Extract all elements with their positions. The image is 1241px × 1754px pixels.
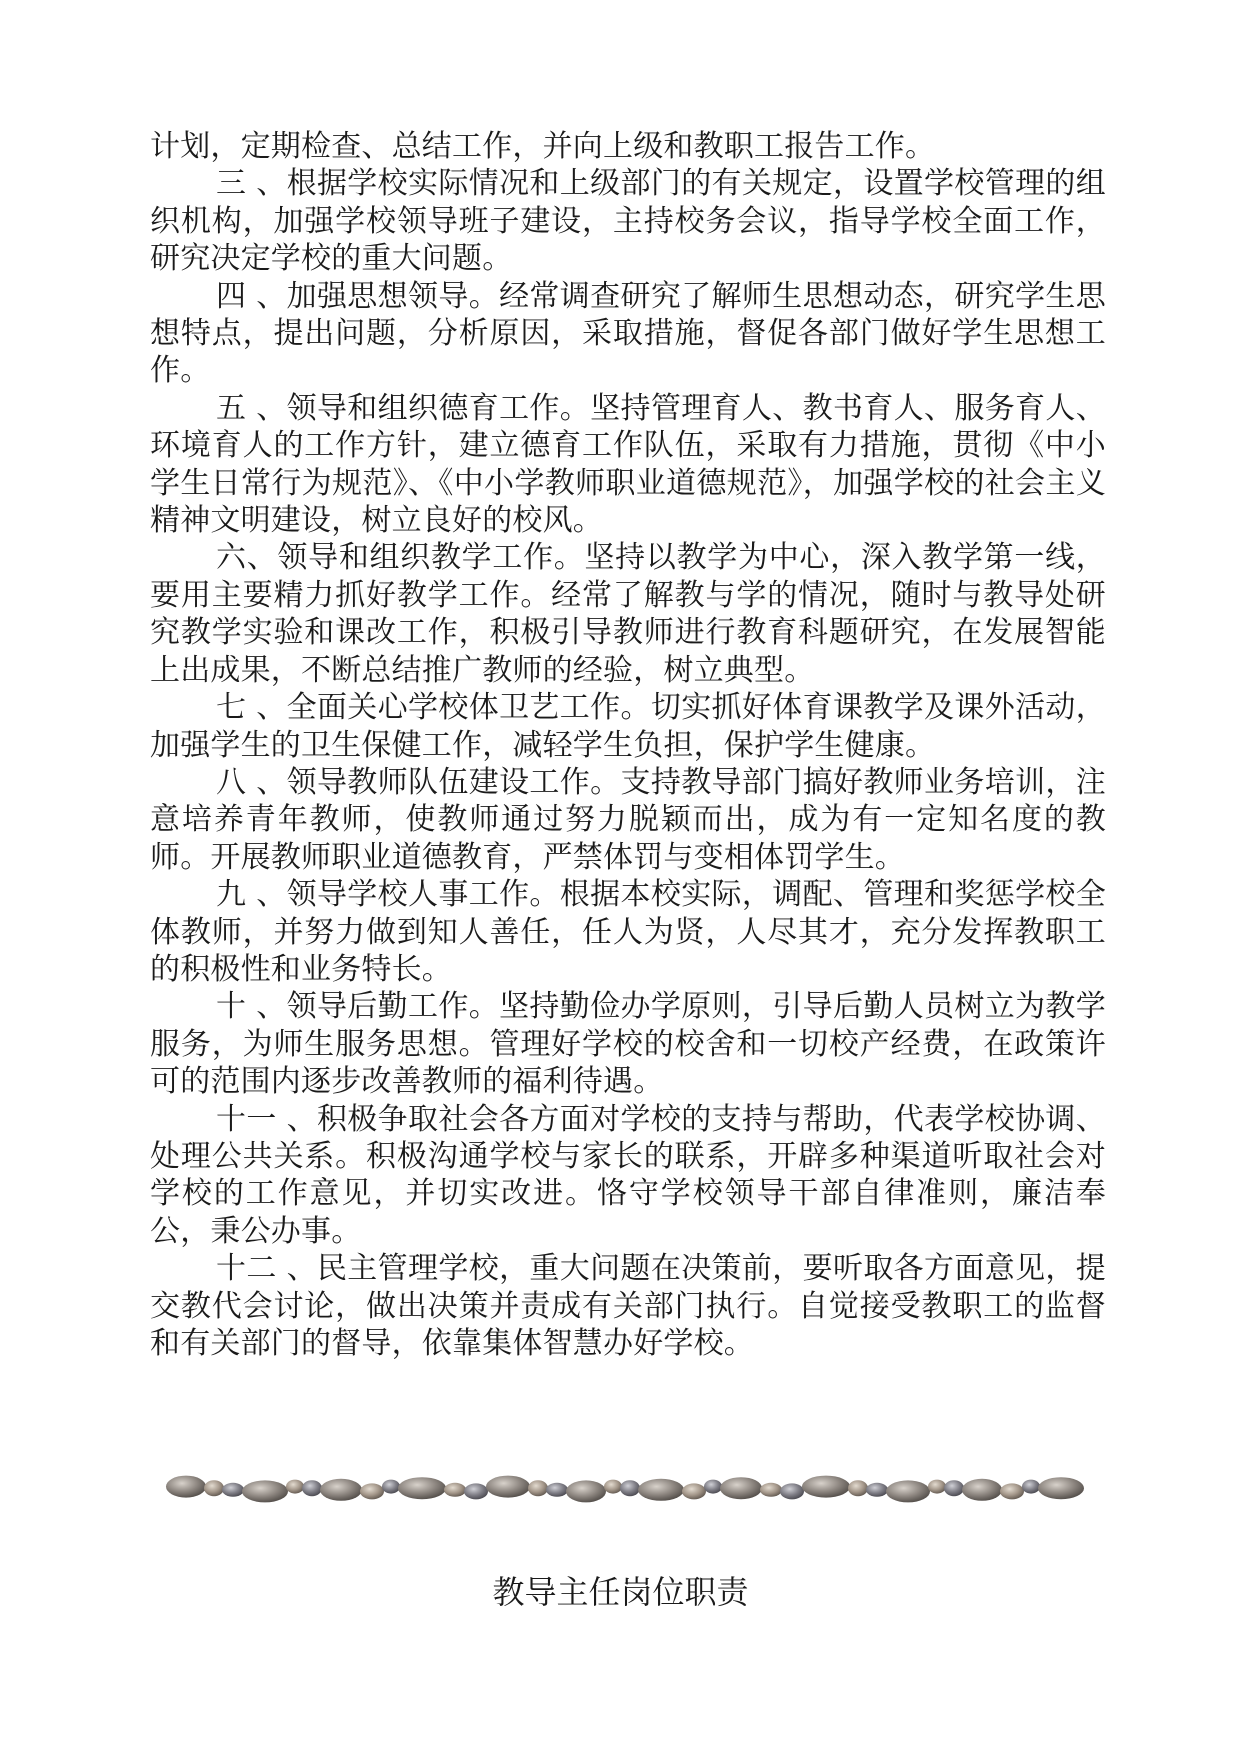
document-body: [150, 128, 1106, 1362]
pebble-icon: [286, 1480, 304, 1494]
paragraph-item-10: 十 、领导后勤工作。坚持勤俭办学原则，引导后勤人员树立为教学服务，为师生服务思想。管理好学校的校舍和一切校产经费，在政策许可的范围内逐步改善教师的福利待遇。: [150, 989, 1106, 1100]
pebble-icon: [962, 1479, 1002, 1501]
paragraph-item-6: 六、领导和组织教学工作。坚持以教学为中心，深入教学第一线，要用主要精力抓好教学工作。经常了解教与学的情况，随时与教导处研究教学实验和课改工作，积极引导教师进行教育科题研究，在发展智能上出成果，不断总结推广教师的经验，树立典型。: [150, 540, 1106, 688]
pebble-icon: [928, 1480, 946, 1494]
pebble-icon: [382, 1480, 400, 1494]
paragraph-item-5: 五 、领导和组织德育工作。坚持管理育人、教书育人、服务育人、环境育人的工作方针，建立德育工作队伍，采取有力措施，贯彻《中小学生日常行为规范》、《中小学教师职业道德规范》，加强学校的社会主义精神文明建设，树立良好的校风。: [150, 390, 1106, 539]
pebble-icon: [1000, 1483, 1024, 1499]
pebble-icon: [486, 1476, 530, 1498]
pebble-icon: [242, 1480, 288, 1502]
pebble-icon: [360, 1483, 384, 1499]
pebble-icon: [222, 1483, 244, 1497]
pebble-icon: [528, 1480, 548, 1496]
paragraph-continuation: 计划，定期检查、总结工作，并向上级和教职工报告工作。: [150, 129, 936, 164]
pebble-icon: [802, 1476, 850, 1498]
pebble-icon: [848, 1480, 868, 1496]
paragraph-item-3: 三 、根据学校实际情况和上级部门的有关规定，设置学校管理的组织机构，加强学校领导班子建设，主持校务会议，指导学校全面工作，研究决定学校的重大问题。: [150, 166, 1106, 277]
pebble-icon: [464, 1483, 488, 1499]
pebble-icon: [546, 1483, 568, 1497]
pebble-divider-icon: [160, 1466, 1090, 1512]
pebble-icon: [398, 1477, 446, 1499]
pebble-icon: [944, 1480, 964, 1496]
pebble-icon: [566, 1480, 606, 1502]
pebble-icon: [444, 1483, 466, 1497]
pebble-icon: [682, 1483, 706, 1499]
paragraph-item-12: 十二 、民主管理学校，重大问题在决策前，要听取各方面意见，提交教代会讨论，做出决策并责成有关部门执行。自觉接受教职工的监督和有关部门的督导，依靠集体智慧办好学校。: [150, 1251, 1106, 1361]
paragraph-item-7: 七 、全面关心学校体卫艺工作。切实抓好体育课教学及课外活动，加强学生的卫生保健工作，减轻学生负担，保护学生健康。: [150, 690, 1106, 763]
paragraph-item-11: 十一 、积极争取社会各方面对学校的支持与帮助，代表学校协调、处理公共关系。积极沟通学校与家长的联系，开辟多种渠道听取社会对学校的工作意见，并切实改进。恪守学校领导干部自律准则，廉洁奉公，秉公办事。: [150, 1101, 1106, 1249]
pebble-icon: [866, 1483, 888, 1497]
pebble-icon: [302, 1480, 322, 1496]
paragraph-item-8: 八 、领导教师队伍建设工作。支持教导部门搞好教师业务培训，注意培养青年教师，使教师通过努力脱颖而出，成为有一定知名度的教师。开展教师职业道德教育，严禁体罚与变相体罚学生。: [150, 764, 1106, 875]
pebble-icon: [638, 1479, 684, 1501]
pebble-icon: [620, 1480, 640, 1496]
pebble-icon: [604, 1480, 622, 1494]
pebble-icon: [704, 1480, 722, 1494]
pebble-icon: [760, 1483, 782, 1497]
pebble-icon: [320, 1479, 362, 1501]
pebble-icon: [886, 1480, 930, 1502]
pebble-icon: [1038, 1477, 1084, 1499]
pebble-icon: [1022, 1480, 1040, 1494]
pebble-icon: [720, 1477, 762, 1499]
pebble-icon: [204, 1480, 224, 1496]
section-subtitle: 教导主任岗位职责: [492, 1573, 749, 1611]
pebble-icon: [780, 1483, 804, 1499]
paragraph-item-9: 九 、领导学校人事工作。根据本校实际，调配、管理和奖惩学校全体教师，并努力做到知人善任，任人为贤，人尽其才，充分发挥教职工的积极性和业务特长。: [150, 877, 1106, 987]
pebble-icon: [166, 1476, 206, 1498]
paragraph-item-4: 四 、加强思想领导。经常调查研究了解师生思想动态，研究学生思想特点，提出问题，分析原因，采取措施，督促各部门做好学生思想工作。: [150, 278, 1106, 389]
